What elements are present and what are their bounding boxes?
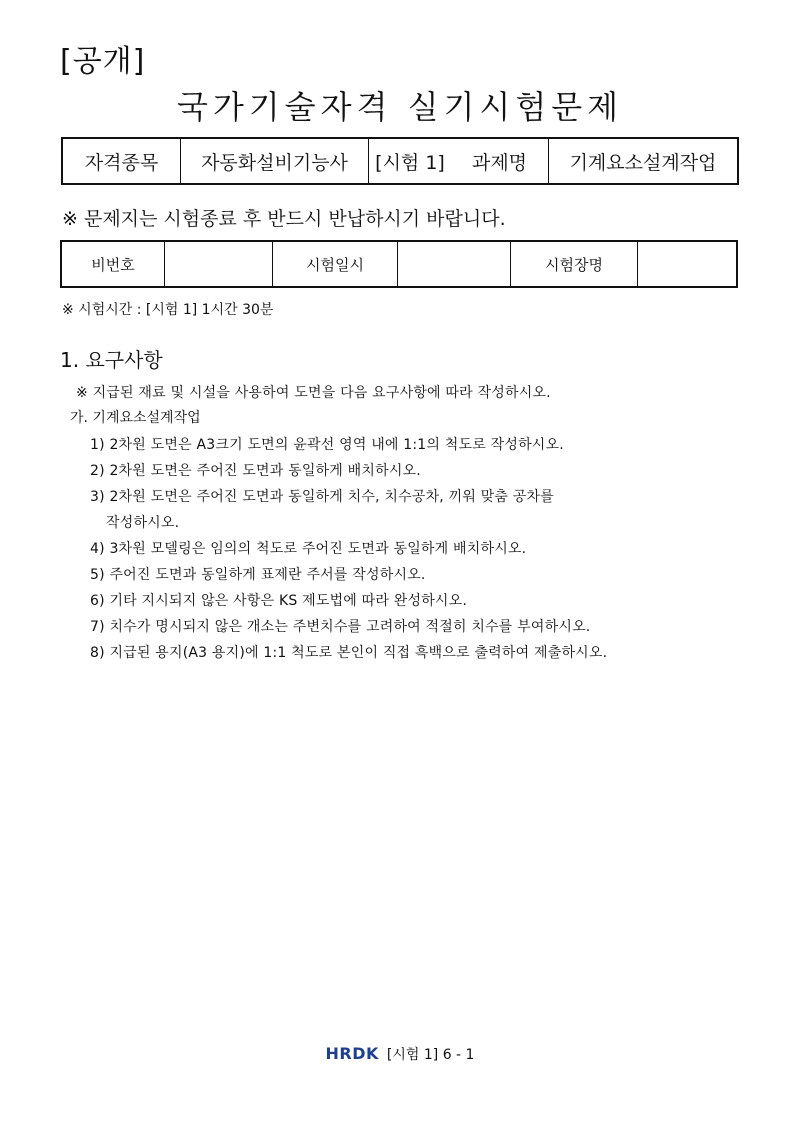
- item-number: 2): [90, 463, 105, 479]
- item-text: 2차원 도면은 주어진 도면과 동일하게 치수, 치수공차, 끼워 맞춤 공차를: [109, 489, 554, 505]
- field-label: 자격종목: [62, 138, 181, 184]
- requirements-title: 1. 요구사항: [60, 348, 163, 372]
- item-number: 7): [90, 619, 105, 635]
- item-number: 4): [90, 541, 105, 557]
- page-title: 국가기술자격 실기시험문제: [176, 88, 624, 126]
- exam-number: [시험 1]: [369, 138, 452, 184]
- requirements-intro: ※ 지급된 재료 및 시설을 사용하여 도면을 다음 요구사항에 따라 작성하시오.: [76, 385, 551, 401]
- return-notice: ※ 문제지는 시험종료 후 반드시 반납하시기 바랍니다.: [62, 208, 506, 230]
- exam-info-table: [60, 240, 738, 288]
- task-value: 기계요소설계작업: [549, 138, 739, 184]
- field-value: 자동화설비기능사: [181, 138, 369, 184]
- number-label: 비번호: [61, 241, 165, 287]
- requirements-list: [90, 432, 750, 666]
- list-item: [90, 458, 750, 484]
- item-text: 지급된 용지(A3 용지)에 1:1 척도로 본인이 직접 흑백으로 출력하여 제출하시오.: [109, 645, 608, 661]
- item-text: 3차원 모델링은 임의의 척도로 주어진 도면과 동일하게 배치하시오.: [109, 541, 527, 557]
- number-value: [165, 241, 273, 287]
- item-number: 3): [90, 489, 105, 505]
- date-value: [398, 241, 511, 287]
- place-value: [638, 241, 738, 287]
- page-number: [시험 1] 6 - 1: [386, 1047, 475, 1063]
- date-label: 시험일시: [273, 241, 398, 287]
- list-item: [90, 640, 750, 666]
- list-item: [90, 562, 750, 588]
- page-footer: [0, 1044, 800, 1064]
- task-label: 과제명: [451, 138, 549, 184]
- item-text: 치수가 명시되지 않은 개소는 주변치수를 고려하여 적절히 치수를 부여하시오.: [109, 619, 591, 635]
- item-text: 2차원 도면은 주어진 도면과 동일하게 배치하시오.: [109, 463, 421, 479]
- item-continuation: 작성하시오.: [106, 515, 180, 531]
- exam-time-note: ※ 시험시간 : [시험 1] 1시간 30분: [62, 302, 274, 318]
- item-text: 주어진 도면과 동일하게 표제란 주서를 작성하시오.: [109, 567, 426, 583]
- item-number: 8): [90, 645, 105, 661]
- hrdk-logo: HRDK: [325, 1044, 379, 1063]
- item-text: 2차원 도면은 A3크기 도면의 윤곽선 영역 내에 1:1의 척도로 작성하시오.: [109, 437, 564, 453]
- list-item: [90, 432, 750, 458]
- list-item: [90, 484, 750, 536]
- list-item: [90, 536, 750, 562]
- list-item: [90, 588, 750, 614]
- item-number: 1): [90, 437, 105, 453]
- public-tag: [공개]: [60, 44, 146, 79]
- item-text: 기타 지시되지 않은 사항은 KS 제도법에 따라 완성하시오.: [109, 593, 468, 609]
- requirements-subtitle: 가. 기계요소설계작업: [70, 410, 201, 426]
- item-number: 6): [90, 593, 105, 609]
- place-label: 시험장명: [511, 241, 638, 287]
- item-number: 5): [90, 567, 105, 583]
- list-item: [90, 614, 750, 640]
- qualification-info-table: [61, 137, 739, 185]
